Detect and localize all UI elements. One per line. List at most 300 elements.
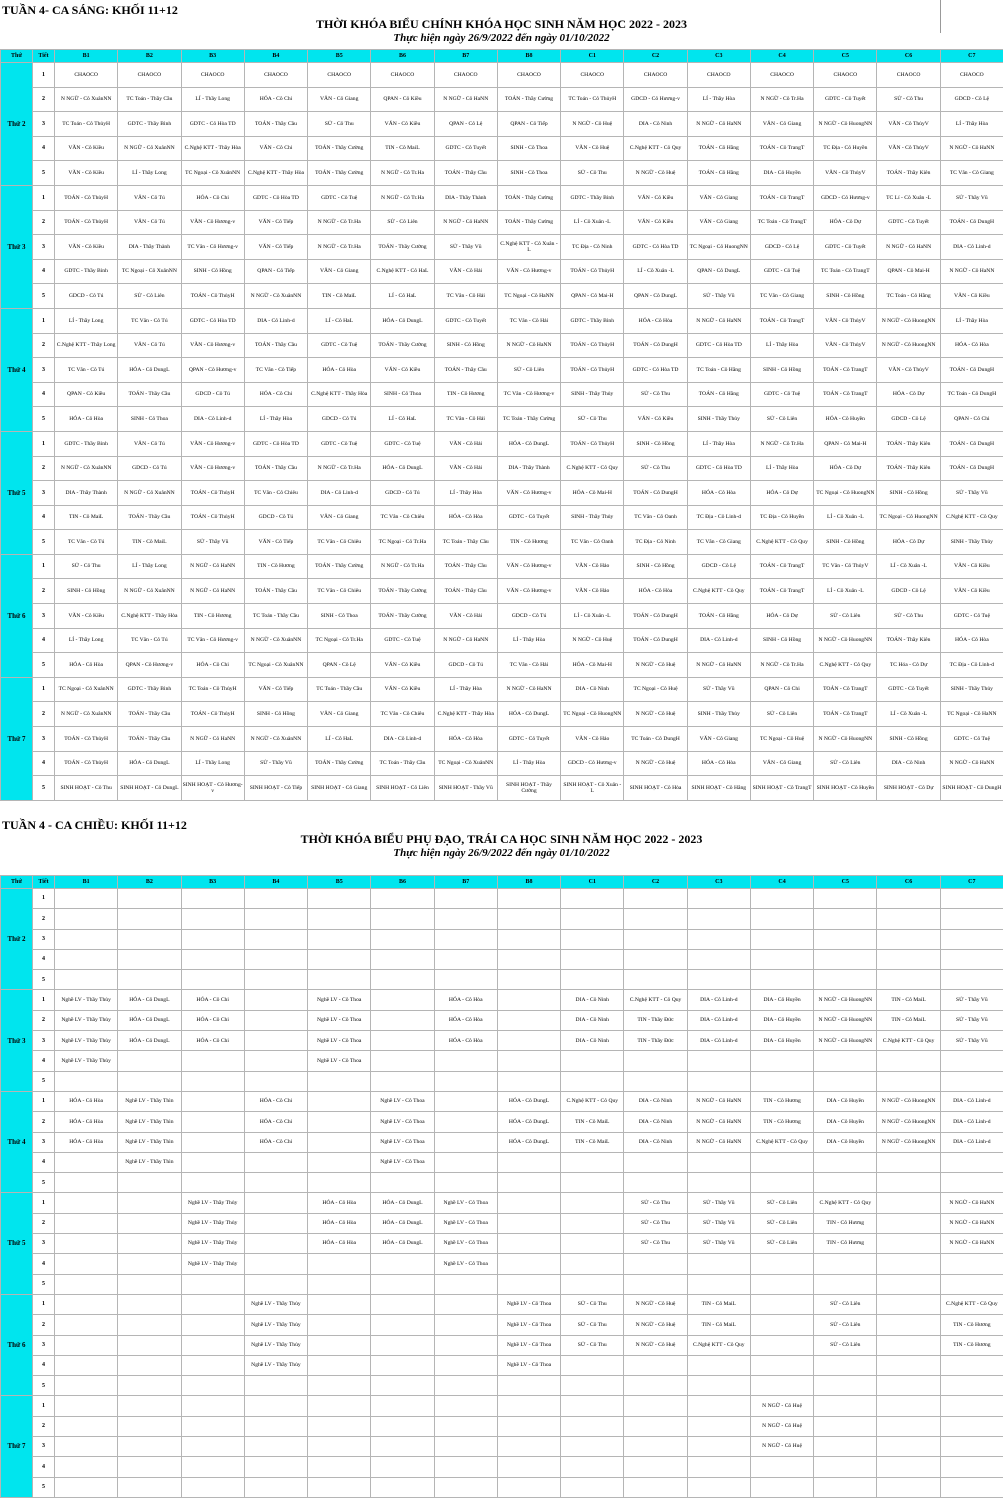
schedule-cell: N NGỮ - Cô Huệ	[561, 628, 624, 653]
schedule-cell	[877, 1152, 940, 1172]
header-day: Thứ	[1, 50, 33, 63]
schedule-cell: GDTC - Cô Hòa TD	[181, 112, 244, 137]
schedule-cell: GDCD - Cô Tú	[497, 604, 560, 629]
table-row	[1, 1112, 1003, 1132]
schedule-cell: CHAOCO	[308, 63, 371, 88]
schedule-cell: C.Nghệ KTT - Thầy Hòa	[181, 136, 244, 161]
schedule-cell	[687, 1396, 750, 1416]
table-row	[1, 1416, 1003, 1436]
schedule-cell: SINH - Cô Hồng	[750, 358, 813, 383]
header-class-c3: C3	[687, 50, 750, 63]
schedule-cell	[814, 1152, 877, 1172]
schedule-cell: VĂN - Cô Tiếp	[244, 530, 307, 555]
schedule-cell: TC Ngoại - Cô HaNN	[940, 702, 1003, 727]
schedule-cell: VĂN - Cô Kiều	[371, 358, 434, 383]
schedule-cell: SINH - Thầy Thủy	[687, 702, 750, 727]
schedule-cell	[814, 1173, 877, 1193]
schedule-cell: TC Văn - Cô Chiêu	[308, 579, 371, 604]
schedule-cell: SINH - Thầy Thủy	[940, 530, 1003, 555]
schedule-cell	[561, 1193, 624, 1213]
schedule-cell: VĂN - Cô Giang	[750, 112, 813, 137]
schedule-cell: TC Văn - Cô Chiêu	[371, 702, 434, 727]
schedule-cell	[940, 1457, 1003, 1477]
schedule-cell	[118, 1437, 181, 1457]
schedule-cell: TC Văn - Cô Hương-v	[181, 235, 244, 260]
schedule-cell	[750, 889, 813, 909]
schedule-cell	[181, 1457, 244, 1477]
schedule-cell: N NGỮ - Cô HaNN	[877, 235, 940, 260]
schedule-cell: SINH HOẠT - Cô Liên	[371, 776, 434, 801]
schedule-cell: VĂN - Cô Hương-v	[497, 554, 560, 579]
schedule-cell	[308, 970, 371, 990]
period-number: 2	[33, 579, 55, 604]
schedule-cell: HÓA - Cô DungL	[497, 1132, 560, 1152]
schedule-cell	[561, 949, 624, 969]
schedule-cell: Nghề LV - Cô Thoa	[434, 1234, 497, 1254]
schedule-cell	[750, 1477, 813, 1497]
schedule-cell: HÓA - Cô Hòa	[308, 1234, 371, 1254]
schedule-cell: N NGỮ - Cô HaNN	[687, 112, 750, 137]
schedule-cell: VĂN - Cô Giang	[687, 185, 750, 210]
schedule-cell: TC Toán - Thầy Cường	[497, 407, 560, 432]
schedule-cell: HÓA - Cô DungL	[497, 1091, 560, 1111]
schedule-cell: N NGỮ - Cô HuongNN	[877, 333, 940, 358]
schedule-cell: SỬ - Cô Thu	[624, 1193, 687, 1213]
schedule-cell: HÓA - Cô DungL	[371, 1193, 434, 1213]
header-class-b3: B3	[181, 876, 244, 889]
period-number: 2	[33, 456, 55, 481]
schedule-cell: TC Văn - Cô Tú	[118, 628, 181, 653]
schedule-cell: DIA - Cô Huyền	[750, 1031, 813, 1051]
schedule-cell	[561, 1274, 624, 1294]
schedule-cell	[624, 1396, 687, 1416]
schedule-cell: N NGỮ - Cô HaNN	[434, 628, 497, 653]
schedule-cell: GDTC - Thầy Bình	[55, 259, 118, 284]
schedule-cell	[371, 1335, 434, 1355]
schedule-cell: SỬ - Cô Liên	[750, 1193, 813, 1213]
schedule-cell: TOÁN - Cô DungH	[940, 358, 1003, 383]
schedule-cell: N NGỮ - Cô HaNN	[687, 308, 750, 333]
schedule-cell	[561, 1477, 624, 1497]
schedule-cell	[497, 949, 560, 969]
schedule-cell: CHAOCO	[561, 63, 624, 88]
schedule-cell	[55, 1457, 118, 1477]
schedule-cell: TOÁN - Thầy Cầu	[434, 554, 497, 579]
table-row	[1, 929, 1003, 949]
schedule-cell: VĂN - Cô Kiều	[55, 161, 118, 186]
schedule-cell: N NGỮ - Cô XuânNN	[118, 481, 181, 506]
schedule-cell	[118, 1335, 181, 1355]
schedule-cell: N NGỮ - Cô HuongNN	[814, 628, 877, 653]
morning-body	[1, 63, 1003, 801]
schedule-cell	[181, 1091, 244, 1111]
schedule-cell	[181, 1173, 244, 1193]
schedule-cell: LÍ - Thầy Hòa	[750, 456, 813, 481]
schedule-cell	[371, 1051, 434, 1071]
schedule-cell: SỬ - Thầy Vũ	[687, 1213, 750, 1233]
schedule-cell: C.Nghệ KTT - Cô HaL	[371, 259, 434, 284]
schedule-cell: DIA - Cô Linh-d	[244, 308, 307, 333]
schedule-cell: HÓA - Cô Hòa	[55, 653, 118, 678]
schedule-cell	[750, 1335, 813, 1355]
schedule-cell: LÍ - Thầy Hòa	[687, 87, 750, 112]
schedule-cell: TIN - Cô MaiL	[877, 990, 940, 1010]
period-number: 4	[33, 382, 55, 407]
schedule-cell	[308, 1132, 371, 1152]
schedule-cell: TOÁN - Cô Hằng	[687, 161, 750, 186]
schedule-cell: TIN - Cô Hương	[750, 1091, 813, 1111]
schedule-cell: HÓA - Cô DungL	[497, 702, 560, 727]
schedule-cell	[750, 909, 813, 929]
schedule-cell: TC Văn - Cô Giang	[750, 284, 813, 309]
schedule-cell: HÓA - Cô Hòa	[624, 579, 687, 604]
period-number: 2	[33, 1416, 55, 1436]
schedule-cell	[814, 1457, 877, 1477]
header-class-c4: C4	[750, 50, 813, 63]
schedule-cell: N NGỮ - Cô Huệ	[561, 112, 624, 137]
schedule-cell	[940, 889, 1003, 909]
header-class-b1: B1	[55, 50, 118, 63]
schedule-cell: TOÁN - Cô DungH	[624, 333, 687, 358]
schedule-cell	[561, 1173, 624, 1193]
schedule-cell: N NGỮ - Cô HaNN	[497, 333, 560, 358]
schedule-cell: VĂN - Cô Hải	[434, 456, 497, 481]
schedule-cell: N NGỮ - Cô HaNN	[940, 751, 1003, 776]
schedule-cell: GDTC - Cô Hòa TD	[244, 431, 307, 456]
schedule-cell: SINH - Thầy Thủy	[940, 677, 1003, 702]
schedule-cell: TIN - Cô Hương	[814, 1213, 877, 1233]
schedule-cell	[181, 1477, 244, 1497]
schedule-cell: TOÁN - Cô TrangT	[750, 308, 813, 333]
schedule-cell: HÓA - Cô Hòa	[55, 1112, 118, 1132]
schedule-cell	[371, 1477, 434, 1497]
schedule-cell: GDTC - Cô Tuyết	[434, 136, 497, 161]
schedule-cell	[814, 1376, 877, 1396]
schedule-cell	[434, 909, 497, 929]
schedule-cell	[561, 1355, 624, 1375]
schedule-cell	[244, 990, 307, 1010]
schedule-cell: TIN - Cô Hương	[181, 604, 244, 629]
schedule-cell	[750, 1051, 813, 1071]
schedule-cell: TIN - Cô MaiL	[371, 136, 434, 161]
afternoon-header-row	[1, 876, 1003, 889]
day-label: Thứ 2	[1, 63, 33, 186]
table-row	[1, 382, 1003, 407]
schedule-cell	[434, 929, 497, 949]
table-row	[1, 604, 1003, 629]
schedule-cell: GDCD - Cô Tú	[434, 653, 497, 678]
schedule-cell: DIA - Thầy Thành	[55, 481, 118, 506]
schedule-cell: HÓA - Cô Chi	[181, 185, 244, 210]
schedule-cell: LÍ - Cô Xuân -L	[814, 579, 877, 604]
schedule-cell	[181, 1315, 244, 1335]
schedule-cell: TOÁN - Cô TrangT	[814, 702, 877, 727]
schedule-cell: TOÁN - Thầy Cầu	[244, 333, 307, 358]
schedule-cell: LÍ - Cô Xuân -L	[877, 702, 940, 727]
schedule-cell	[118, 1051, 181, 1071]
header-class-c4: C4	[750, 876, 813, 889]
schedule-cell: GDTC - Cô Hòa TD	[624, 358, 687, 383]
schedule-cell	[624, 1437, 687, 1457]
schedule-cell	[624, 909, 687, 929]
schedule-cell: N NGỮ - Cô HuongNN	[877, 1112, 940, 1132]
schedule-cell: HÓA - Cô Chi	[244, 1132, 307, 1152]
day-label: Thứ 7	[1, 677, 33, 800]
schedule-cell	[118, 909, 181, 929]
schedule-cell	[308, 1457, 371, 1477]
day-label: Thứ 3	[1, 990, 33, 1091]
schedule-cell: VĂN - Cô Hương-v	[497, 259, 560, 284]
schedule-cell	[55, 970, 118, 990]
table-row	[1, 505, 1003, 530]
schedule-cell	[687, 949, 750, 969]
schedule-cell	[561, 1437, 624, 1457]
schedule-cell	[118, 1355, 181, 1375]
period-number: 4	[33, 136, 55, 161]
schedule-cell: TC Toán - Cô ThủyH	[561, 87, 624, 112]
schedule-cell: VĂN - Cô Giang	[687, 210, 750, 235]
schedule-cell	[814, 1396, 877, 1416]
schedule-cell: SINH HOẠT - Cô Thu	[55, 776, 118, 801]
schedule-cell: CHAOCO	[877, 63, 940, 88]
schedule-cell: HÓA - Cô Hòa	[687, 751, 750, 776]
schedule-cell: N NGỮ - Cô XuânNN	[244, 727, 307, 752]
schedule-cell: VĂN - Cô Kiều	[940, 579, 1003, 604]
schedule-cell: TC Toán - Cô Hằng	[687, 358, 750, 383]
schedule-cell	[244, 1193, 307, 1213]
schedule-cell: DIA - Cô Ninh	[877, 751, 940, 776]
schedule-cell	[877, 1294, 940, 1314]
schedule-cell: N NGỮ - Cô Huệ	[624, 751, 687, 776]
period-number: 3	[33, 1335, 55, 1355]
schedule-cell: VĂN - Cô Kiều	[624, 407, 687, 432]
schedule-cell	[308, 1173, 371, 1193]
schedule-cell: LÍ - Thầy Hòa	[750, 333, 813, 358]
schedule-cell: TIN - Cô MaiL	[561, 1112, 624, 1132]
table-row	[1, 1031, 1003, 1051]
schedule-cell: GDCD - Cô Tú	[181, 382, 244, 407]
schedule-cell: LÍ - Thầy Hòa	[497, 751, 560, 776]
schedule-cell	[940, 1376, 1003, 1396]
schedule-cell: TC Ngoại - Cô Huệ	[624, 677, 687, 702]
schedule-cell	[497, 1051, 560, 1071]
schedule-cell	[371, 970, 434, 990]
schedule-cell: LÍ - Cô Xuân -L	[624, 259, 687, 284]
schedule-cell: LÍ - Thầy Hòa	[434, 481, 497, 506]
schedule-cell: TC Văn - Cô Oanh	[624, 505, 687, 530]
schedule-cell	[687, 1355, 750, 1375]
schedule-cell	[434, 1355, 497, 1375]
schedule-cell	[434, 1071, 497, 1091]
schedule-cell	[308, 1152, 371, 1172]
period-number: 3	[33, 1031, 55, 1051]
schedule-cell: N NGỮ - Cô Huệ	[624, 1335, 687, 1355]
schedule-cell: SỬ - Thầy Vũ	[434, 235, 497, 260]
schedule-cell	[244, 1477, 307, 1497]
schedule-cell	[877, 909, 940, 929]
schedule-cell: SINH - Cô Hồng	[814, 530, 877, 555]
schedule-cell	[308, 1274, 371, 1294]
table-row	[1, 1152, 1003, 1172]
schedule-cell: TOÁN - Thầy Cầu	[118, 505, 181, 530]
schedule-cell: TOÁN - Thầy Cường	[371, 579, 434, 604]
schedule-cell: DIA - Cô Linh-d	[687, 1010, 750, 1030]
table-row	[1, 1193, 1003, 1213]
schedule-cell: CHAOCO	[371, 63, 434, 88]
schedule-cell	[434, 889, 497, 909]
schedule-cell: C.Nghệ KTT - Cô Quy	[624, 136, 687, 161]
schedule-cell: SINH HOẠT - Cô Huyền	[814, 776, 877, 801]
schedule-cell	[434, 1335, 497, 1355]
period-number: 4	[33, 628, 55, 653]
table-row	[1, 1315, 1003, 1335]
schedule-cell: TOÁN - Cô Hằng	[687, 136, 750, 161]
schedule-cell	[877, 1274, 940, 1294]
schedule-cell: LÍ - Thầy Long	[181, 751, 244, 776]
schedule-cell: HÓA - Cô Chi	[244, 1112, 307, 1132]
schedule-cell	[940, 970, 1003, 990]
schedule-cell	[181, 1051, 244, 1071]
schedule-cell	[434, 1376, 497, 1396]
schedule-cell	[244, 1396, 307, 1416]
schedule-cell	[687, 1376, 750, 1396]
schedule-cell: C.Nghệ KTT - Cô Quy	[877, 1031, 940, 1051]
schedule-cell: DIA - Cô Ninh	[624, 1091, 687, 1111]
schedule-cell: SỬ - Cô Thu	[308, 112, 371, 137]
schedule-cell: TIN - Cô MaiL	[55, 505, 118, 530]
schedule-cell	[308, 889, 371, 909]
table-row	[1, 1173, 1003, 1193]
schedule-cell: N NGỮ - Cô HaNN	[181, 579, 244, 604]
table-row	[1, 1355, 1003, 1375]
schedule-cell: C.Nghệ KTT - Thầy Hòa	[118, 604, 181, 629]
schedule-cell	[434, 1173, 497, 1193]
schedule-cell: TOÁN - Cô TrangT	[814, 382, 877, 407]
schedule-cell	[624, 1071, 687, 1091]
schedule-cell: TC Ngoại - Cô HuongNN	[814, 481, 877, 506]
header-period: Tiết	[33, 50, 55, 63]
schedule-cell	[814, 909, 877, 929]
schedule-cell: TC Văn - Cô Hương-v	[497, 382, 560, 407]
schedule-cell: TC Văn - Cô Hương-v	[181, 628, 244, 653]
schedule-cell	[940, 1254, 1003, 1274]
schedule-cell: TIN - Cô Hương	[940, 1335, 1003, 1355]
schedule-cell: N NGỮ - Cô HaNN	[434, 87, 497, 112]
schedule-cell: TC Địa - Cô Huyền	[814, 136, 877, 161]
period-number: 4	[33, 1254, 55, 1274]
schedule-cell: SỬ - Thầy Vũ	[940, 185, 1003, 210]
day-label: Thứ 7	[1, 1396, 33, 1497]
schedule-cell: TOÁN - Cô ThủyH	[55, 210, 118, 235]
schedule-cell: HÓA - Cô Chi	[244, 382, 307, 407]
period-number: 1	[33, 185, 55, 210]
table-row	[1, 1213, 1003, 1233]
morning-title: THỜI KHÓA BIỂU CHÍNH KHÓA HỌC SINH NĂM HỌC 2022 - 2023	[315, 17, 688, 31]
schedule-cell	[244, 889, 307, 909]
table-row	[1, 1010, 1003, 1030]
schedule-cell: CHAOCO	[55, 63, 118, 88]
schedule-cell: TOÁN - Thầy Cường	[371, 604, 434, 629]
schedule-cell	[181, 1355, 244, 1375]
schedule-cell: TOÁN - Cô TrangT	[750, 185, 813, 210]
schedule-cell	[561, 1213, 624, 1233]
schedule-cell: SỬ - Cô Liên	[814, 1294, 877, 1314]
table-row	[1, 1051, 1003, 1071]
table-row	[1, 63, 1003, 88]
schedule-cell: TOÁN - Cô ThủyH	[181, 702, 244, 727]
schedule-cell: SỬ - Cô Liên	[814, 1335, 877, 1355]
period-number: 1	[33, 1396, 55, 1416]
schedule-cell	[181, 1376, 244, 1396]
schedule-cell: HÓA - Cô Dự	[750, 604, 813, 629]
schedule-cell: SINH HOẠT - Cô Giang	[308, 776, 371, 801]
schedule-cell: N NGỮ - Cô HaNN	[497, 677, 560, 702]
schedule-cell: TC Ngoại - Cô XuânNN	[181, 161, 244, 186]
schedule-cell: TOÁN - Thầy Cầu	[244, 112, 307, 137]
period-number: 1	[33, 677, 55, 702]
schedule-cell	[877, 1396, 940, 1416]
table-row	[1, 554, 1003, 579]
schedule-cell: TOÁN - Thầy Cường	[308, 751, 371, 776]
schedule-cell	[497, 1274, 560, 1294]
schedule-cell: VĂN - Cô Giang	[687, 727, 750, 752]
schedule-cell: GDTC - Cô Tuyết	[877, 677, 940, 702]
schedule-cell	[750, 1315, 813, 1335]
schedule-cell	[687, 1274, 750, 1294]
period-number: 3	[33, 112, 55, 137]
schedule-cell: LÍ - Thầy Hòa	[940, 112, 1003, 137]
schedule-cell: SỬ - Thầy Vũ	[940, 990, 1003, 1010]
schedule-cell	[687, 970, 750, 990]
schedule-cell: HÓA - Cô Hòa	[434, 727, 497, 752]
period-number: 5	[33, 970, 55, 990]
schedule-cell: TIN - Cô Hương	[940, 1315, 1003, 1335]
period-number: 3	[33, 929, 55, 949]
schedule-cell: Nghề LV - Cô Thoa	[308, 1051, 371, 1071]
schedule-cell: TC Văn - Cô Chiêu	[371, 505, 434, 530]
schedule-cell: HÓA - Cô Hòa	[308, 358, 371, 383]
table-row	[1, 284, 1003, 309]
table-row	[1, 1071, 1003, 1091]
morning-week-label: TUẦN 4- CA SÁNG: KHỐI 11+12	[2, 3, 178, 17]
schedule-cell: TC Văn - Cô Hải	[434, 284, 497, 309]
schedule-cell: VĂN - Cô Giang	[308, 259, 371, 284]
schedule-cell	[371, 1396, 434, 1416]
schedule-cell	[687, 929, 750, 949]
period-number: 1	[33, 889, 55, 909]
schedule-cell	[561, 1051, 624, 1071]
table-row	[1, 1335, 1003, 1355]
schedule-cell: N NGỮ - Cô HaNN	[940, 1234, 1003, 1254]
schedule-cell: TC Văn - Cô Hải	[497, 308, 560, 333]
schedule-cell	[371, 1254, 434, 1274]
schedule-cell: TC Văn - Cô Tú	[118, 308, 181, 333]
schedule-cell: TC Văn - Cô Hải	[434, 407, 497, 432]
schedule-cell	[244, 949, 307, 969]
schedule-cell: TOÁN - Cô ThủyH	[561, 259, 624, 284]
schedule-cell: N NGỮ - Cô Tr.Ha	[308, 210, 371, 235]
schedule-cell: TOÁN - Thầy Cường	[308, 554, 371, 579]
schedule-cell: TOÁN - Cô TrangT	[750, 579, 813, 604]
schedule-cell: VĂN - Cô Giang	[308, 702, 371, 727]
schedule-cell: TC Văn - Cô Giang	[940, 161, 1003, 186]
schedule-cell: C.Nghệ KTT - Cô Quy	[814, 1193, 877, 1213]
schedule-cell: GDCD - Cô Tú	[308, 407, 371, 432]
schedule-cell	[624, 949, 687, 969]
schedule-cell: Nghề LV - Thầy Thủy	[55, 1051, 118, 1071]
period-number: 2	[33, 1112, 55, 1132]
schedule-cell	[371, 1071, 434, 1091]
